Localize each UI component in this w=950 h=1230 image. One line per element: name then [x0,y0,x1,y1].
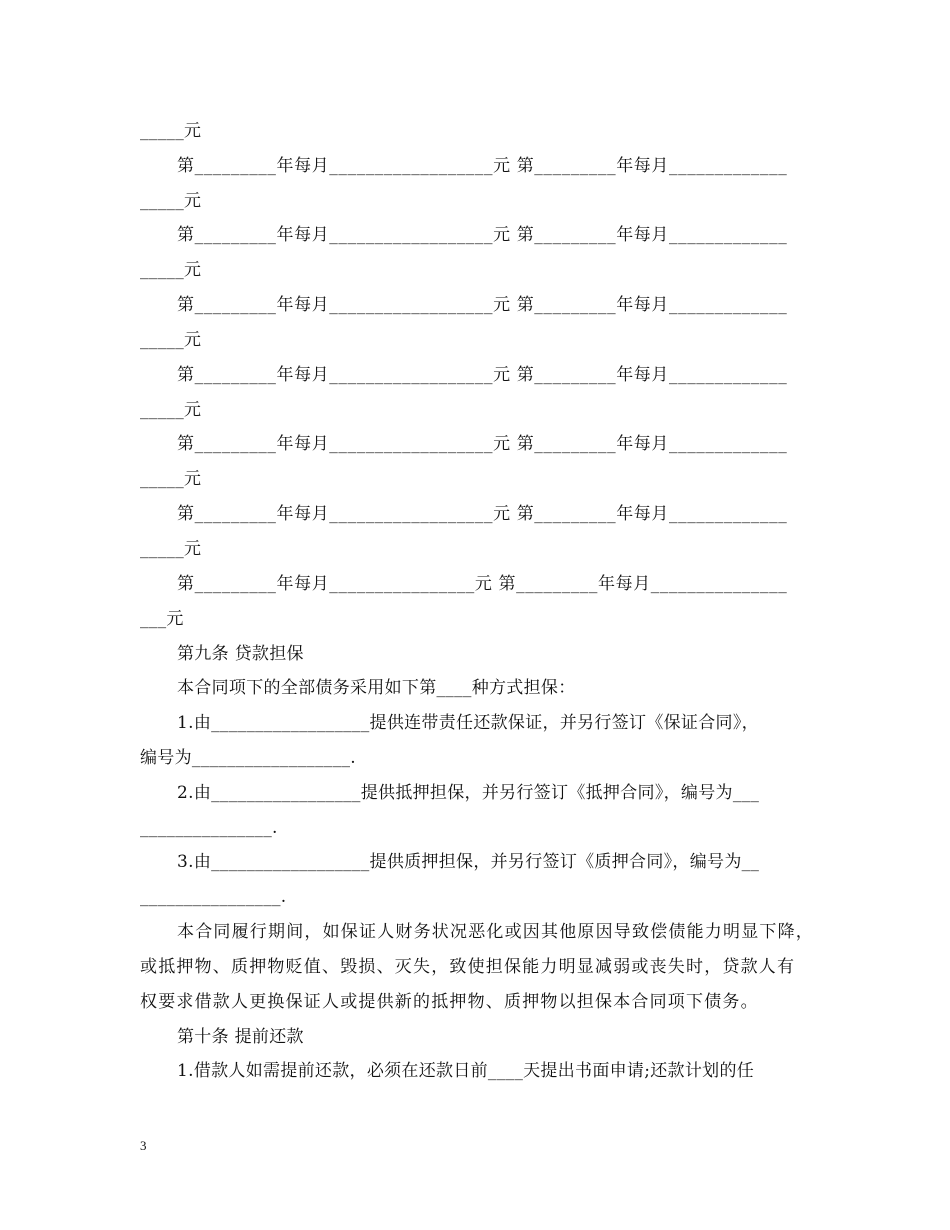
schedule-row: 第_________年每月__________________元 第_________年每月_____________ [177,365,788,385]
guarantee-clause-line-3: 权要求借款人更换保证人或提供新的抵押物、质押物以担保本合同项下债务。 [140,992,759,1012]
schedule-row: 第_________年每月__________________元 第_________年每月_____________ [177,156,788,176]
schedule-amount-continuation: _____元 [140,121,202,141]
schedule-amount-continuation: _____元 [140,330,202,350]
article-9-heading: 第九条 贷款担保 [177,644,304,664]
guarantee-clause-line-1: 本合同履行期间，如保证人财务状况恶化或因其他原因导致偿债能力明显下降， [177,922,814,942]
schedule-row: 第_________年每月__________________元 第_________年每月_____________ [177,434,788,454]
schedule-amount-continuation: ___元 [140,609,184,629]
schedule-row: 第_________年每月__________________元 第_________年每月_____________ [177,295,788,315]
schedule-amount-continuation: _____元 [140,400,202,420]
guarantee-item-1-number: 编号为__________________. [140,748,357,768]
guarantee-item-2: 2.由_________________提供抵押担保，并另行签订《抵押合同》，编号为___ [177,783,760,803]
schedule-amount-continuation: _____元 [140,539,202,559]
guarantee-item-1: 1.由__________________提供连带责任还款保证，并另行签订《保证合同》， [177,713,759,733]
page-number: 3 [140,1138,147,1153]
article-10-heading: 第十条 提前还款 [177,1027,304,1047]
schedule-amount-continuation: _____元 [140,260,202,280]
schedule-row: 第_________年每月__________________元 第_________年每月_____________ [177,225,788,245]
prepayment-item-1: 1.借款人如需提前还款，必须在还款日前____天提出书面申请;还款计划的任 [177,1061,755,1081]
guarantee-item-3-number: ________________. [140,887,287,907]
guarantee-item-2-number: _______________. [140,818,278,838]
schedule-amount-continuation: _____元 [140,191,202,211]
schedule-row: 第_________年每月__________________元 第_________年每月_____________ [177,504,788,524]
guarantee-item-3: 3.由__________________提供质押担保，并另行签订《质押合同》，编号为__ [177,852,760,872]
schedule-amount-continuation: _____元 [140,469,202,489]
guarantee-clause-line-2: 或抵押物、质押物贬值、毁损、灭失，致使担保能力明显减弱或丧失时，贷款人有 [140,957,796,977]
guarantee-intro: 本合同项下的全部债务采用如下第____种方式担保： [177,678,576,698]
schedule-row: 第_________年每月________________元 第_________年每月_______________ [177,574,788,594]
